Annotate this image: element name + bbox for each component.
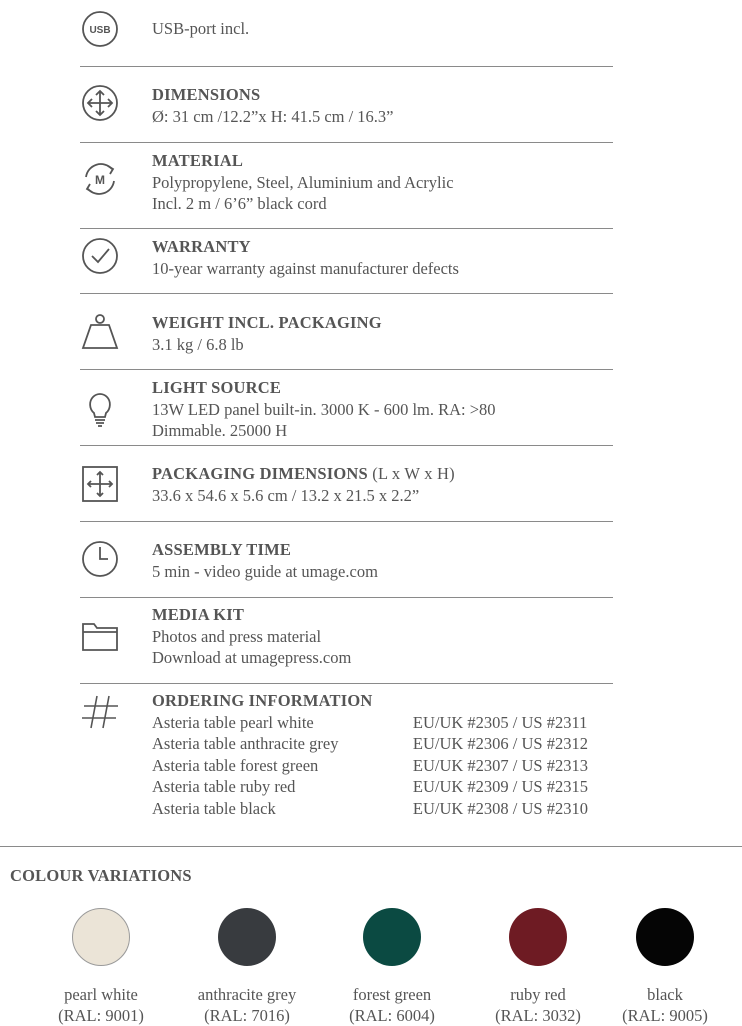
ordering-code: EU/UK #2309 / US #2315: [412, 777, 588, 796]
assembly-line: 5 min - video guide at umage.com: [152, 561, 378, 581]
material-spec: [152, 150, 622, 215]
swatch-name: ruby red: [510, 985, 566, 1004]
swatch-ral: (RAL: 6004): [349, 1006, 435, 1025]
section-divider: [0, 846, 742, 847]
dimensions-line: Ø: 31 cm /12.2”x H: 41.5 cm / 16.3”: [152, 106, 394, 126]
light-heading: LIGHT SOURCE: [152, 378, 282, 397]
media-heading: MEDIA KIT: [152, 605, 245, 624]
media-line-1: Photos and press material: [152, 626, 322, 646]
assembly-heading: ASSEMBLY TIME: [152, 540, 292, 559]
packaging-heading-sub: (L x W x H): [367, 464, 455, 483]
ordering-row: [152, 755, 622, 777]
usb-spec: [152, 18, 622, 40]
weight-spec: [152, 312, 622, 355]
swatch-dot: [636, 908, 694, 966]
swatch-name: anthracite grey: [197, 985, 297, 1004]
colour-swatch-pearl-white: [26, 908, 176, 1026]
svg-text:M: M: [95, 173, 105, 187]
weight-heading: WEIGHT INCL. PACKAGING: [152, 313, 382, 332]
weight-line: 3.1 kg / 6.8 lb: [152, 334, 244, 354]
divider: [80, 228, 613, 229]
swatch-ral: (RAL: 3032): [495, 1006, 581, 1025]
swatch-name: pearl white: [64, 985, 138, 1004]
swatch-ral: (RAL: 9001): [58, 1006, 144, 1025]
swatch-dot: [363, 908, 421, 966]
light-line-2: Dimmable. 25000 H: [152, 421, 288, 440]
swatch-name: black: [647, 985, 683, 1004]
colours-title: COLOUR VARIATIONS: [10, 866, 192, 885]
swatch-ral: (RAL: 7016): [204, 1006, 290, 1025]
ordering-name: Asteria table pearl white: [152, 712, 314, 732]
divider: [80, 597, 613, 598]
folder-icon: [78, 614, 122, 658]
weight-icon: [78, 310, 122, 354]
warranty-spec: [152, 236, 622, 279]
usb-icon: [78, 7, 122, 51]
warranty-line: 10-year warranty against manufacturer defects: [152, 258, 459, 278]
ordering-row: [152, 733, 622, 755]
assembly-spec: [152, 539, 622, 582]
ordering-row: [152, 798, 622, 820]
swatch-dot: [218, 908, 276, 966]
light-bulb-icon: [78, 386, 122, 430]
warranty-heading: WARRANTY: [152, 237, 251, 256]
usb-text: USB-port incl.: [152, 19, 250, 38]
ordering-name: Asteria table black: [152, 798, 276, 818]
svg-text:USB: USB: [89, 25, 111, 36]
hash-icon: [78, 690, 122, 734]
dimensions-spec: [152, 84, 622, 127]
ordering-heading: ORDERING INFORMATION: [152, 691, 373, 710]
colour-swatch-anthracite-grey: [172, 908, 322, 1026]
packaging-line: 33.6 x 54.6 x 5.6 cm / 13.2 x 21.5 x 2.2”: [152, 485, 420, 505]
ordering-name: Asteria table anthracite grey: [152, 734, 339, 753]
material-heading: MATERIAL: [152, 151, 244, 170]
packaging-spec: [152, 463, 622, 506]
divider: [80, 683, 613, 684]
arrows-expand-icon: [78, 81, 122, 125]
ordering-code: EU/UK #2305 / US #2311: [412, 712, 588, 732]
ordering-code: EU/UK #2308 / US #2310: [412, 798, 588, 818]
checkmark-circle-icon: [78, 234, 122, 278]
colour-swatch-forest-green: [317, 908, 467, 1026]
swatch-dot: [509, 908, 567, 966]
divider: [80, 369, 613, 370]
media-spec: [152, 604, 622, 669]
packaging-heading-main: PACKAGING DIMENSIONS: [152, 464, 368, 483]
package-dimensions-icon: [78, 462, 122, 506]
ordering-name: Asteria table forest green: [152, 755, 319, 775]
media-line-2: Download at umagepress.com: [152, 648, 352, 667]
material-line-1: Polypropylene, Steel, Aluminium and Acrylic: [152, 172, 454, 192]
light-line-1: 13W LED panel built-in. 3000 K - 600 lm. RA: >80: [152, 399, 496, 419]
ordering-name: Asteria table ruby red: [152, 777, 296, 796]
material-cycle-icon: [78, 157, 122, 201]
ordering-code: EU/UK #2307 / US #2313: [412, 755, 588, 775]
colour-swatch-ruby-red: [463, 908, 613, 1026]
divider: [80, 142, 613, 143]
material-line-2: Incl. 2 m / 6’6” black cord: [152, 194, 327, 213]
swatch-dot: [72, 908, 130, 966]
ordering-code: EU/UK #2306 / US #2312: [412, 734, 588, 753]
packaging-heading: [152, 463, 622, 485]
divider: [80, 66, 613, 67]
dimensions-heading: DIMENSIONS: [152, 85, 261, 104]
ordering-row: [152, 712, 622, 734]
divider: [80, 445, 613, 446]
ordering-row: [152, 776, 622, 798]
divider: [80, 293, 613, 294]
clock-icon: [78, 537, 122, 581]
colour-swatch-black: [592, 908, 738, 1026]
swatch-name: forest green: [352, 985, 432, 1004]
light-spec: [152, 377, 622, 442]
divider: [80, 521, 613, 522]
swatch-ral: (RAL: 9005): [622, 1006, 708, 1025]
ordering-spec: [152, 690, 622, 819]
